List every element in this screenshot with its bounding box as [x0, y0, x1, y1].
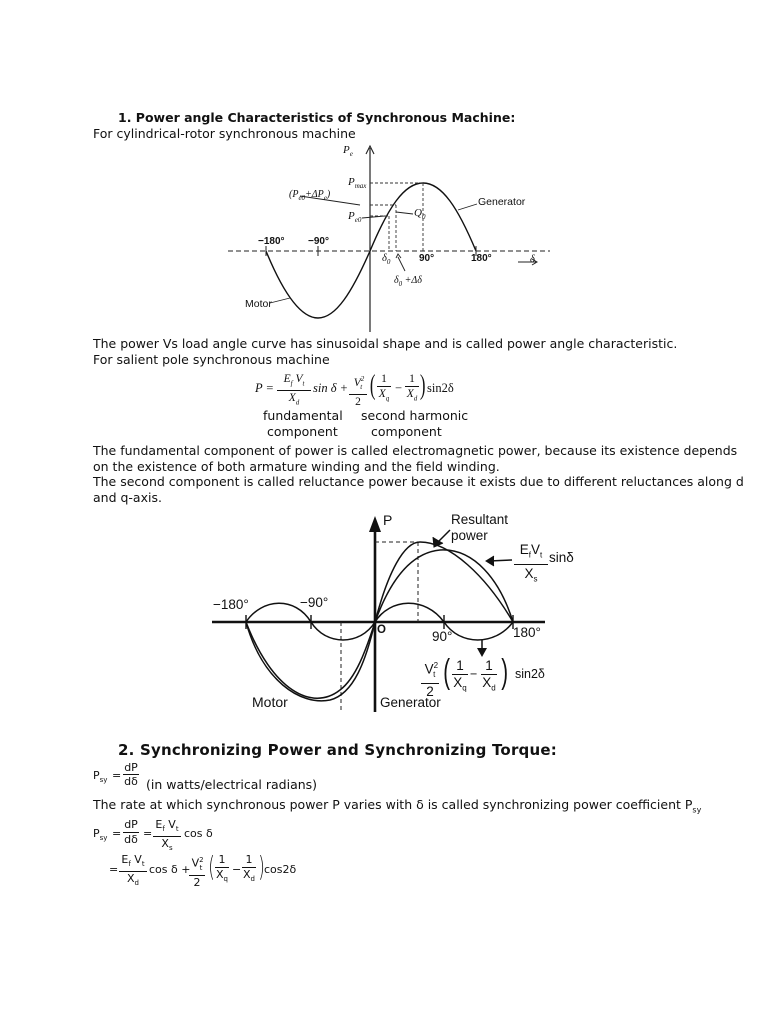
fig2-resultant-label: Resultant: [451, 512, 509, 527]
fig1-pmax-label: $P_{max}$: [348, 176, 367, 191]
fig2-tick-minus180: −180°: [213, 597, 249, 612]
fig2-tick-90: 90°: [432, 629, 453, 644]
section1-heading: 1. Power angle Characteristics of Synchronous Machine:: [118, 110, 516, 125]
fig1-q0-label: $Q_0$: [414, 207, 426, 222]
fig2-generator-label: Generator: [380, 695, 441, 710]
salient-power-equation: P = $\frac{E_f V_t}{X_d}$ sin δ + $\frac{V^2_t}{2}$ ( $\frac{1}{X_q}$ − $\frac{1}{X_d}$ ) sin2δ: [255, 370, 454, 409]
fig1-delta0-plus-label: $\delta_0 +\Delta\delta$: [394, 275, 422, 288]
para-fundamental-line2: on the existence of both armature winding and the field winding.: [93, 459, 500, 474]
label-harmonic-component: component: [371, 424, 442, 439]
label-fundamental-component: component: [267, 424, 338, 439]
para-power-angle-shape: The power Vs load angle curve has sinusoidal shape and is called power angle characteristic.: [93, 336, 678, 351]
psy-equation-salient: = $\frac{E_f V_t}{X_d}$ cos δ + $\frac{V^2_t}{2}$ ( $\frac{1}{X_q}$ − $\frac{1}{X_d}$ ) cos2δ: [109, 850, 297, 889]
fig1-pe0-delta-label: $(P_{e0}+\Delta P_e)$: [289, 189, 331, 202]
para-fundamental-line1: The fundamental component of power is called electromagnetic power, because its existence depends: [93, 443, 738, 458]
fig2-power-label: power: [451, 528, 488, 543]
fig1-generator-label: Generator: [478, 196, 526, 208]
fig1-delta0-label: $\delta_0$: [382, 253, 391, 267]
para-reluctance-line1: The second component is called reluctance power because it exists due to different reluctances along d: [93, 474, 744, 489]
para-synchronizing-coefficient: The rate at which synchronous power P varies with δ is called synchronizing power coefficient $P_{sy}$: [93, 797, 702, 815]
fig1-tick-90: 90°: [419, 253, 435, 264]
label-second-harmonic: second harmonic: [361, 408, 469, 423]
psy-definition: $P_{sy}$ = $\frac{dP}{d\delta}$ (in watts/electrical radians): [93, 761, 318, 792]
fig1-delta-axis-label: δ: [530, 254, 535, 265]
salient-pole-intro: For salient pole synchronous machine: [93, 352, 330, 367]
fig2-p-label: P: [383, 512, 393, 528]
fig1-tick-minus180: −180°: [258, 236, 285, 247]
fig1-pe-label: $P_e$: [343, 144, 353, 159]
fig2-origin-label: O: [377, 624, 386, 636]
fig2-tick-minus90: −90°: [300, 595, 329, 610]
fig1-motor-label: Motor: [245, 298, 272, 310]
section2-heading: 2. Synchronizing Power and Synchronizing Torque:: [118, 741, 557, 759]
fig1-pe0-label: $P_{e0}$: [348, 210, 362, 225]
fig1-tick-180: 180°: [471, 253, 492, 264]
fig2-motor-label: Motor: [252, 694, 288, 710]
section1-intro: For cylindrical-rotor synchronous machine: [93, 126, 356, 141]
fig2-harmonic-label: $\frac{V^2_t}{2}$ ( $\frac{1}{X_q}$ − $\frac{1}{X_d}$ ) sin2δ: [421, 657, 551, 701]
fig1-tick-minus90: −90°: [308, 236, 329, 247]
fig2-tick-180: 180°: [513, 625, 541, 640]
label-fundamental: fundamental: [263, 408, 343, 423]
para-reluctance-line2: and q-axis.: [93, 490, 162, 505]
psy-equation-cylindrical: $P_{sy}$ = $\frac{dP}{d\delta}$ = $\frac{E_f V_t}{X_s}$ cos δ: [93, 818, 213, 853]
fig2-fundamental-label: $E_fV_t$ $X_s$ sinδ: [514, 542, 584, 582]
